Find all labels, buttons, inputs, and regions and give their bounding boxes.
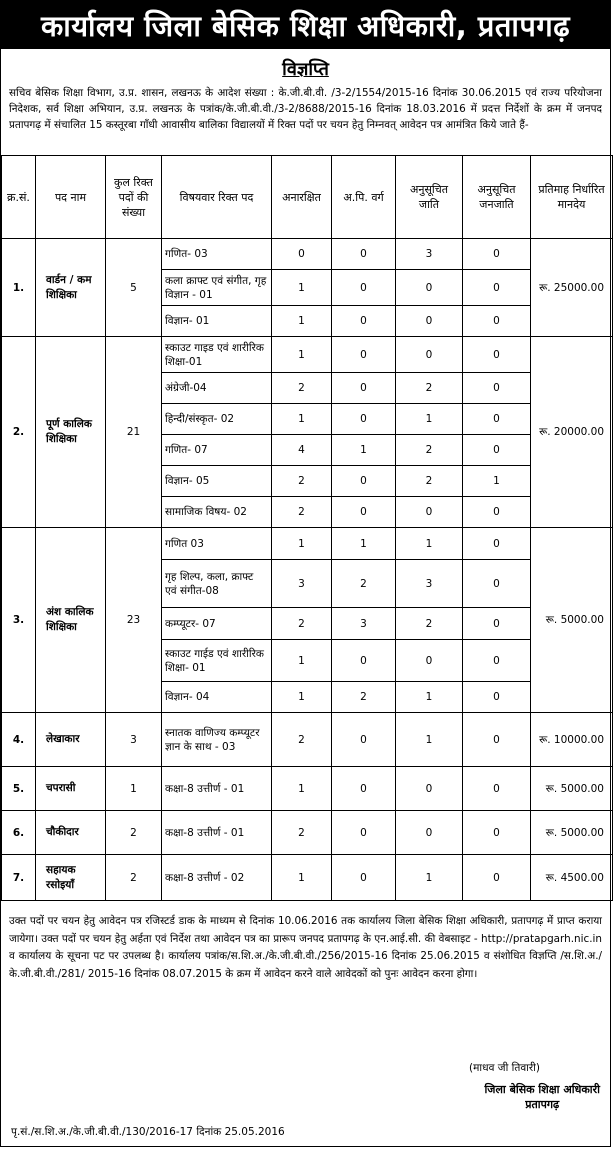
post-name-cell: लेखाकार <box>36 713 106 767</box>
sc-cell: 0 <box>396 811 463 855</box>
serial-cell: 2. <box>2 337 36 528</box>
notice-heading <box>1 57 610 81</box>
pay-cell: रू. 5000.00 <box>531 811 613 855</box>
subject-cell: गृह शिल्प, कला, क्राफ्ट एवं संगीत-08 <box>162 560 272 608</box>
header-unreserved: अनारक्षित <box>272 156 332 239</box>
st-cell: 0 <box>463 767 531 811</box>
unreserved-cell: 3 <box>272 560 332 608</box>
unreserved-cell: 2 <box>272 811 332 855</box>
serial-cell: 6. <box>2 811 36 855</box>
subject-cell: कला क्राफ्ट एवं संगीत, गृह विज्ञान - 01 <box>162 270 272 306</box>
unreserved-cell: 0 <box>272 239 332 270</box>
obc-cell: 0 <box>332 404 396 435</box>
pay-cell: रू. 5000.00 <box>531 528 613 713</box>
st-cell: 0 <box>463 270 531 306</box>
obc-cell: 0 <box>332 466 396 497</box>
st-cell: 0 <box>463 435 531 466</box>
st-cell: 0 <box>463 497 531 528</box>
signer-name: (माधव जी तिवारी) <box>469 1062 540 1074</box>
table-header-row <box>2 156 613 239</box>
sc-cell: 2 <box>396 466 463 497</box>
obc-cell: 1 <box>332 435 396 466</box>
sc-cell: 3 <box>396 239 463 270</box>
pay-cell: रू. 25000.00 <box>531 239 613 337</box>
unreserved-cell: 4 <box>272 435 332 466</box>
subject-cell: स्काउट गाईड एवं शारीरिक शिक्षा- 01 <box>162 640 272 682</box>
post-name-cell: पूर्ण कालिक शिक्षिका <box>36 337 106 528</box>
sc-cell: 1 <box>396 713 463 767</box>
table-row <box>2 528 613 560</box>
st-cell: 0 <box>463 239 531 270</box>
sc-cell: 2 <box>396 608 463 640</box>
sc-cell: 0 <box>396 767 463 811</box>
unreserved-cell: 2 <box>272 713 332 767</box>
st-cell: 0 <box>463 528 531 560</box>
office-banner <box>1 1 610 49</box>
pay-cell: रू. 5000.00 <box>531 767 613 811</box>
st-cell: 1 <box>463 466 531 497</box>
vacancy-table-body <box>2 239 613 901</box>
post-name-cell: सहायक रसोइयाँ <box>36 855 106 901</box>
st-cell: 0 <box>463 306 531 337</box>
signer-title: जिला बेसिक शिक्षा अधिकारी <box>484 1083 600 1096</box>
sc-cell: 1 <box>396 404 463 435</box>
sc-cell: 0 <box>396 497 463 528</box>
st-cell: 0 <box>463 640 531 682</box>
subject-cell: हिन्दी/संस्कृत- 02 <box>162 404 272 435</box>
unreserved-cell: 1 <box>272 767 332 811</box>
total-vacancy-cell: 23 <box>106 528 162 713</box>
pay-cell: रू. 20000.00 <box>531 337 613 528</box>
subject-cell: विज्ञान- 04 <box>162 682 272 713</box>
obc-cell: 3 <box>332 608 396 640</box>
subject-cell: विज्ञान- 05 <box>162 466 272 497</box>
total-vacancy-cell: 3 <box>106 713 162 767</box>
subject-cell: गणित 03 <box>162 528 272 560</box>
obc-cell: 0 <box>332 713 396 767</box>
st-cell: 0 <box>463 713 531 767</box>
unreserved-cell: 1 <box>272 682 332 713</box>
obc-cell: 0 <box>332 306 396 337</box>
sc-cell: 1 <box>396 855 463 901</box>
subject-cell: कम्प्यूटर- 07 <box>162 608 272 640</box>
st-cell: 0 <box>463 608 531 640</box>
obc-cell: 0 <box>332 497 396 528</box>
header-pay: प्रतिमाह निर्धारित मानदेय <box>531 156 613 239</box>
header-post: पद नाम <box>36 156 106 239</box>
total-vacancy-cell: 21 <box>106 337 162 528</box>
table-row <box>2 811 613 855</box>
post-name-cell: अंश कालिक शिक्षिका <box>36 528 106 713</box>
total-vacancy-cell: 2 <box>106 811 162 855</box>
serial-cell: 3. <box>2 528 36 713</box>
table-row <box>2 855 613 901</box>
st-cell: 0 <box>463 560 531 608</box>
unreserved-cell: 2 <box>272 497 332 528</box>
subject-cell: गणित- 03 <box>162 239 272 270</box>
subject-cell: कक्षा-8 उत्तीर्ण - 02 <box>162 855 272 901</box>
subject-cell: कक्षा-8 उत्तीर्ण - 01 <box>162 811 272 855</box>
obc-cell: 0 <box>332 855 396 901</box>
obc-cell: 2 <box>332 682 396 713</box>
table-row <box>2 767 613 811</box>
subject-cell: विज्ञान- 01 <box>162 306 272 337</box>
obc-cell: 0 <box>332 767 396 811</box>
unreserved-cell: 1 <box>272 337 332 373</box>
post-name-cell: चौकीदार <box>36 811 106 855</box>
table-row <box>2 337 613 373</box>
obc-cell: 0 <box>332 239 396 270</box>
header-obc: अ.पि. वर्ग <box>332 156 396 239</box>
signature-block <box>484 1082 600 1112</box>
st-cell: 0 <box>463 373 531 404</box>
footer-note: उक्त पदों पर चयन हेतु आवेदन पत्र रजिस्टर्ड डाक के माध्यम से दिनांक 10.06.2016 तक कार्यालय जिला बेसिक शिक्षा अधिकारी, प्रतापगढ़ में प्राप्त कराया जायेगा। उक्त पदों पर चयन हेतु अर्हता एवं निर्देश तथा आवेदन पत्र का प्रारूप जनपद प्रतापगढ़ के एन.आई.सी. की वेबसाइट - http://pratapgarh.nic.in व कार्यालय के सूचना पट पर उपलब्ध है। कार्यालय पत्रांक/स.शि.अ./के.जी.बी.वी./256/2015-16 दिनांक 25.06.2015 व संशोधित विज्ञप्ति /स.शि.अ./ के.जी.बी.वी./281/ 2015-16 दिनांक 08.07.2015 के क्रम में आवेदन करने वाले आवेदकों को पुनः आवेदन करना होगा। <box>9 915 602 980</box>
obc-cell: 0 <box>332 373 396 404</box>
reference-number: पृ.सं./स.शि.अ./के.जी.बी.वी./130/2016-17 दिनांक 25.05.2016 <box>11 1126 285 1138</box>
header-subject: विषयवार रिक्त पद <box>162 156 272 239</box>
obc-cell: 1 <box>332 528 396 560</box>
sc-cell: 0 <box>396 337 463 373</box>
serial-cell: 1. <box>2 239 36 337</box>
post-name-cell: चपरासी <box>36 767 106 811</box>
sc-cell: 0 <box>396 640 463 682</box>
sc-cell: 3 <box>396 560 463 608</box>
header-sc: अनुसूचित जाति <box>396 156 463 239</box>
notice-intro: सचिव बेसिक शिक्षा विभाग, उ.प्र. शासन, लखनऊ के आदेश संख्या : के.जी.बी.वी. /3-2/1554/2015-16 दिनांक 30.06.2015 एवं राज्य परियोजना निदेशक, सर्व शिक्षा अभियान, उ.प्र. लखनऊ के पत्रांक/के.जी.बी.वी./3-2/8688/2015-16 दिनांक 18.03.2016 में प्रदत्त निर्देशों के क्रम में जनपद प्रतापगढ़ में संचालित 15 कस्तूरबा गाँधी आवासीय बालिका विद्यालयों में रिक्त पदों पर चयन हेतु निम्नवत् आवेदन पत्र आमंत्रित किये जाते हैं- <box>9 87 602 131</box>
total-vacancy-cell: 2 <box>106 855 162 901</box>
sc-cell: 1 <box>396 528 463 560</box>
unreserved-cell: 1 <box>272 404 332 435</box>
obc-cell: 0 <box>332 640 396 682</box>
signer-place: प्रतापगढ़ <box>525 1098 560 1111</box>
header-total: कुल रिक्त पदों की संख्या <box>106 156 162 239</box>
sc-cell: 0 <box>396 306 463 337</box>
obc-cell: 0 <box>332 270 396 306</box>
office-title: कार्यालय जिला बेसिक शिक्षा अधिकारी, प्रतापगढ़ <box>40 8 571 43</box>
st-cell: 0 <box>463 337 531 373</box>
subject-cell: स्नातक वाणिज्य कम्प्यूटर ज्ञान के साथ - 03 <box>162 713 272 767</box>
pay-cell: रू. 4500.00 <box>531 855 613 901</box>
st-cell: 0 <box>463 855 531 901</box>
st-cell: 0 <box>463 811 531 855</box>
header-st: अनुसूचित जनजाति <box>463 156 531 239</box>
post-name-cell: वार्डन / कम शिक्षिका <box>36 239 106 337</box>
sc-cell: 1 <box>396 682 463 713</box>
subject-cell: स्काउट गाइड एवं शारीरिक शिक्षा-01 <box>162 337 272 373</box>
unreserved-cell: 2 <box>272 466 332 497</box>
subject-cell: सामाजिक विषय- 02 <box>162 497 272 528</box>
table-row <box>2 713 613 767</box>
pay-cell: रू. 10000.00 <box>531 713 613 767</box>
vacancy-table <box>1 155 613 901</box>
unreserved-cell: 1 <box>272 528 332 560</box>
table-row <box>2 239 613 270</box>
unreserved-cell: 1 <box>272 306 332 337</box>
obc-cell: 2 <box>332 560 396 608</box>
subject-cell: कक्षा-8 उत्तीर्ण - 01 <box>162 767 272 811</box>
total-vacancy-cell: 1 <box>106 767 162 811</box>
unreserved-cell: 1 <box>272 270 332 306</box>
serial-cell: 7. <box>2 855 36 901</box>
total-vacancy-cell: 5 <box>106 239 162 337</box>
obc-cell: 0 <box>332 337 396 373</box>
obc-cell: 0 <box>332 811 396 855</box>
serial-cell: 4. <box>2 713 36 767</box>
unreserved-cell: 2 <box>272 373 332 404</box>
st-cell: 0 <box>463 682 531 713</box>
st-cell: 0 <box>463 404 531 435</box>
unreserved-cell: 1 <box>272 855 332 901</box>
subject-cell: अंग्रेजी-04 <box>162 373 272 404</box>
sc-cell: 2 <box>396 435 463 466</box>
sc-cell: 2 <box>396 373 463 404</box>
notice-title: विज्ञप्ति <box>282 59 329 80</box>
header-sn: क्र.सं. <box>2 156 36 239</box>
unreserved-cell: 1 <box>272 640 332 682</box>
subject-cell: गणित- 07 <box>162 435 272 466</box>
serial-cell: 5. <box>2 767 36 811</box>
unreserved-cell: 2 <box>272 608 332 640</box>
sc-cell: 0 <box>396 270 463 306</box>
